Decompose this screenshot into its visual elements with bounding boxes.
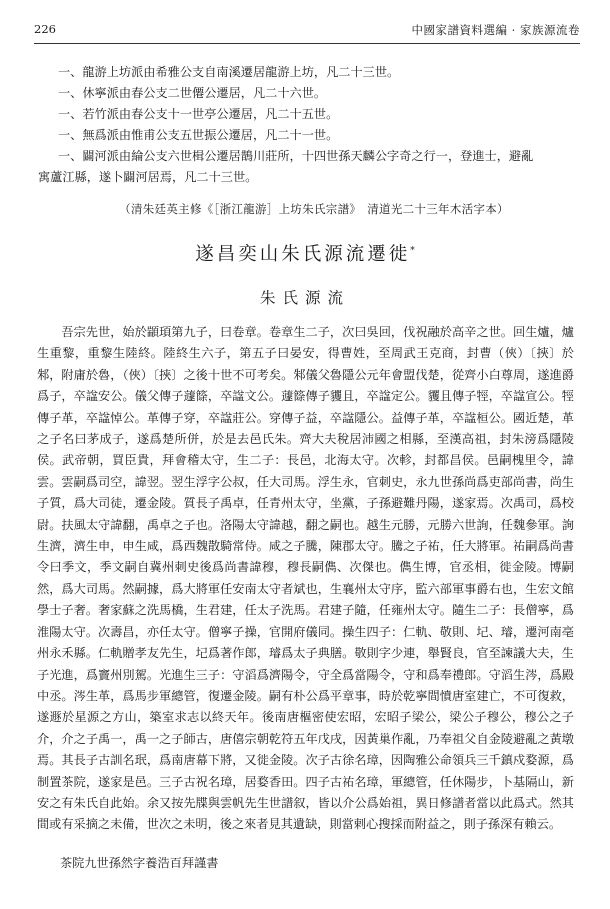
branch-item: 一、闢河派由綸公支六世楫公遷居鵲川莊所，十四世孫天麟公字奇之行一，登進士，避亂 (58, 149, 534, 163)
author-signature: 茶院九世孫然字養浩百拜謹書 (60, 856, 219, 870)
branch-list (38, 62, 568, 188)
branch-item: 一、若竹派由春公支十一世亭公遷居，凡二十五世。 (58, 107, 339, 121)
page-header (34, 22, 580, 40)
section-title-text: 遂昌奕山朱氏源流遷徙 (195, 244, 411, 265)
page-number: 226 (34, 22, 56, 36)
source-citation: （清朱廷英主修《［浙江龍游］上坊朱氏宗譜》 清道光二十三年木活字本） (119, 202, 509, 216)
section-title (0, 240, 610, 266)
footnote-mark: * (410, 245, 415, 256)
branch-item: 一、龍游上坊派由希雅公支自南溪遷居龍游上坊，凡二十三世。 (58, 65, 400, 79)
branch-item-continuation: 寓蘆江縣，遂卜闢河居焉，凡二十三世。 (38, 170, 258, 184)
running-title: 中國家譜資料選編 · 家族源流卷 (411, 23, 580, 37)
subsection-title: 朱氏源流 (259, 289, 350, 307)
branch-item: 一、無爲派由惟甫公支五世振公遷居，凡二十一世。 (58, 128, 339, 142)
body-paragraph: 吾宗先世，始於顓頊第九子，曰卷章。卷章生二子，次曰吳回，伐祝融於高辛之世。回生爐，爐生重黎，重黎生陸終。陸終生六子，第五子曰晏安，得曹姓，至周武王克商，封曹（俠）〔挾〕於邾，附庸於魯，（俠）〔挾〕之後十世不可考矣。邾儀父魯隱公元年會盟伐楚，從齊小白尊周，遂進爵爲子，卒諡安公。儀父傳子蘧篨，卒諡文公。蘧篨傳子貜且，卒諡定公。貜且傳子牼，卒諡宣公。牼傳子革，卒諡悼公。革傳子穿，卒諡莊公。穿傳子益，卒諡隱公。益傳子革，卒諡桓公。國近楚，革之子名曰茅成子，遂爲楚所併，於是去邑氏朱。齊大夫稅居沛國之相縣，至漢高祖，封朱滂爲隱陵侯。武帝朝，買臣貴，拜會稽太守，生二子：長邑，北海太守。次軫，封都昌侯。邑嗣槐里令，諱雲。雲嗣爲司空，諱翌。翌生浮字公叔，任大司馬。浮生永，官刺史，永九世孫尚爲吏部尚書，尚生子質，爲大司徒，遷金陵。質長子禹卓，任青州太守，坐黨，子孫避難丹陽，遂家焉。次禹司，爲校尉。扶風太守諱翻，禹卓之子也。洛陽太守諱越，翻之嗣也。越生元勝，元勝六世詢，任魏參軍。詢生濟，濟生申，申生咸，爲西魏散騎常侍。咸之子騰，陳郡太守。騰之子祐，任大將軍。祐嗣爲尚書令曰季文，季文嗣自冀州刺史後爲尚書諱穆，穆長嗣儁、次傑也。儁生博，官丞相，徙金陵。博嗣然，爲大司馬。然嗣據，爲大將軍任安南太守者斌也，生襄州太守序，監六部軍事爵右也，生宏文館學士子奢。奢家蘇之洗馬橋，生君建，任太子洗馬。君建子隨，任雍州太守。隨生二子：長僧寧，爲淮陽太守。次壽昌，亦任太守。僧寧子操，官開府儀同。操生四子：仁軌、敬則、圮、璿，遷河南亳州永禾縣。仁軌贈孝友先生，圮爲著作郎，璿爲太子典膳。敬則字少連，舉賢良，官至諫議大夫，生子光進，爲竇州別駕。光進生三子：守滔爲濟陽令，守全爲當陽令，守和爲奉禮郎。守滔生涔，爲殿中丞。涔生革，爲馬步軍總管，復遷金陵。嗣有朴公爲平章事，時於乾寧間憤唐室建亡，不可復救，遂遯於星源之方山，築室求志以終天年。後南唐樞密使宏昭，宏昭子梁公，梁公子穆公，穆公之子介，介之子禹一，禹一之子師古，唐僖宗朝乾符五年戊戌，因黃巢作亂，乃奉祖父自金陵避亂之黃墩焉。其長子古訓名珉，爲南唐幕下將，又徙金陵。次子古徐名璋，因陶雅公命領兵三千鎮戍婺源，爲制置茶院，遂家是邑。三子古祝名璋，居婺香田。四子古祐名璋，軍總管，任休陽步，卜基隔山，新安之有朱氏自此始。余又按先牒與雲帆先生世譜叙，皆以介公爲始祖，異日修譜者當以此爲式。然其間或有采摘之未備，世次之未明，後之來者見其遺缺，則當剌心搜採而附益之，則子孫深有賴云。 (37, 325, 574, 832)
branch-item: 一、休寧派由春公支二世僊公遷居，凡二十六世。 (58, 86, 327, 100)
header-rule (34, 43, 580, 44)
